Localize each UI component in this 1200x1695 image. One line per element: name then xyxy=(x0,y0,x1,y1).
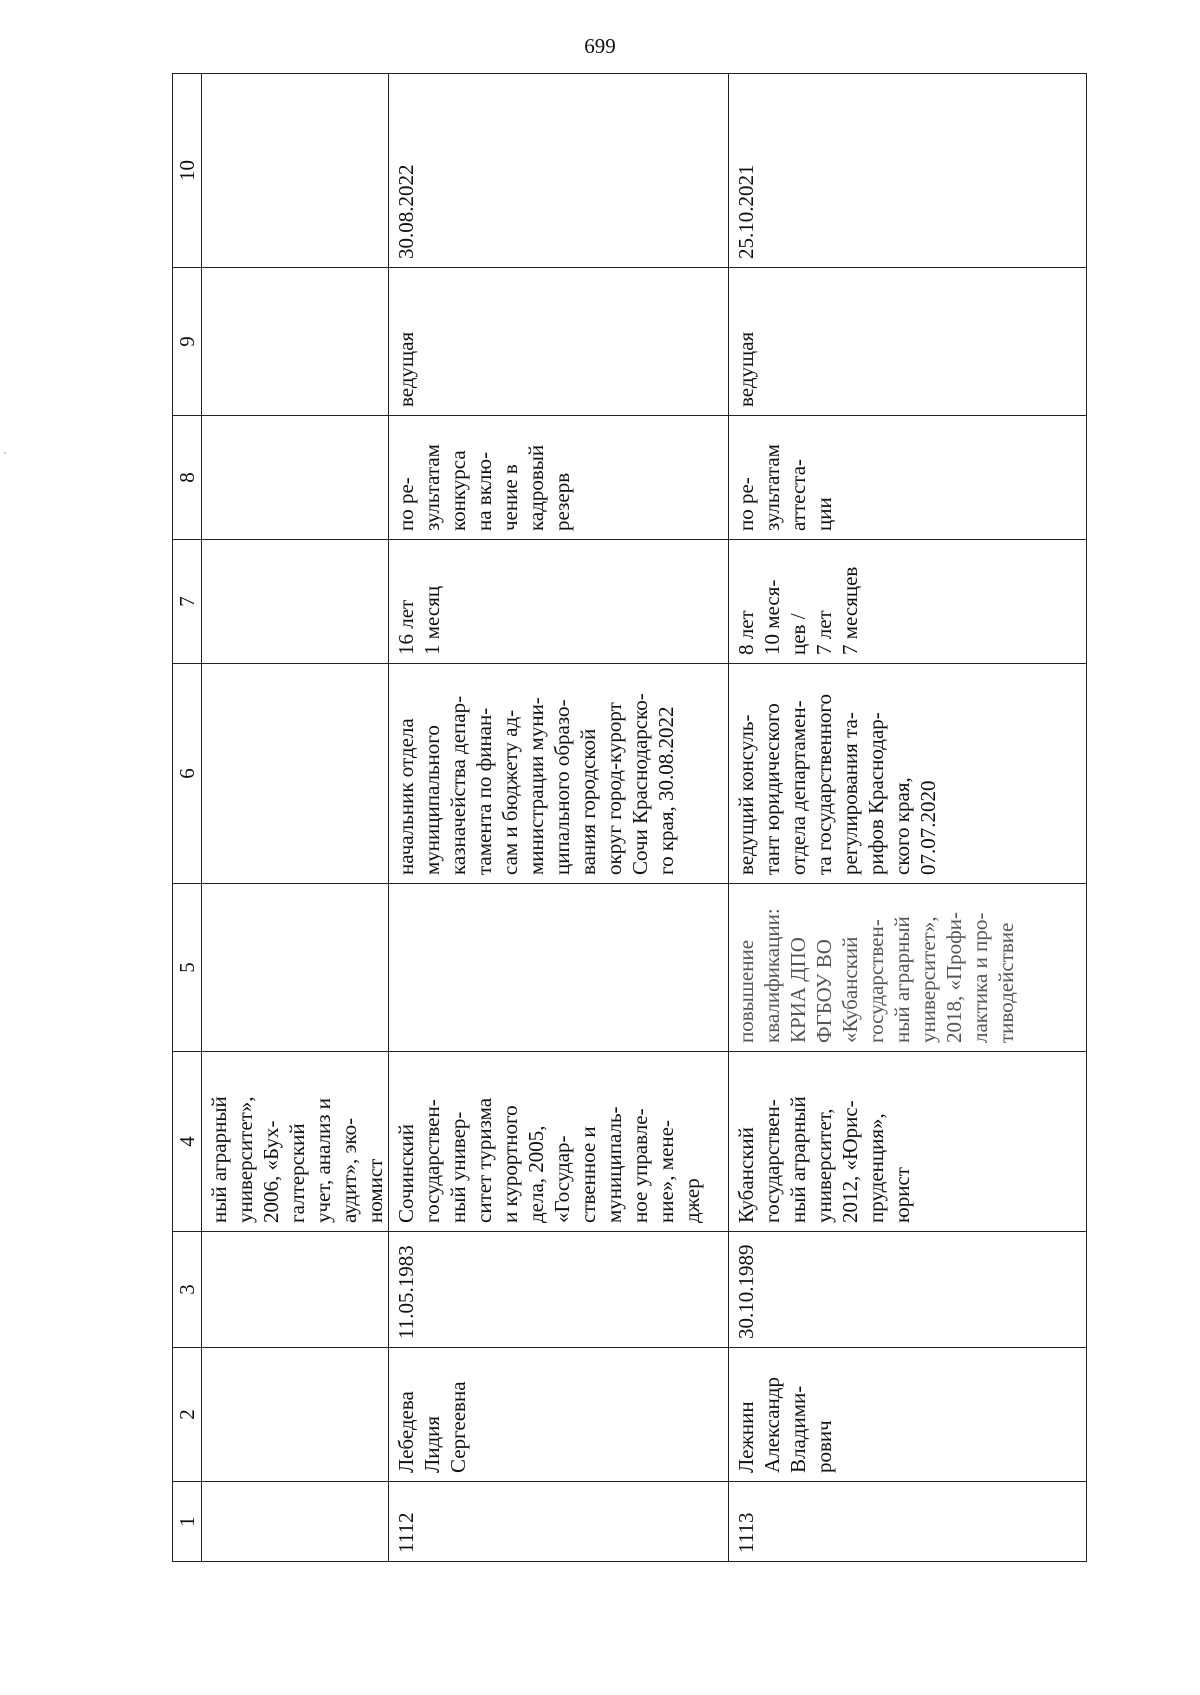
table-row xyxy=(202,74,389,1562)
cell-number: 1113 xyxy=(729,1482,1087,1562)
table-row xyxy=(729,74,1087,1562)
cell-number: 1112 xyxy=(389,1482,729,1562)
cell-qualification xyxy=(202,884,389,1052)
cell-basis: по ре- зультатам аттеста- ции xyxy=(729,416,1087,540)
cell-date: 30.08.2022 xyxy=(389,74,729,268)
column-header: 8 xyxy=(173,416,202,540)
cell-education: ный аграрный университет», 2006, «Бух- галтерский учет, анализ и аудит», эко- номист xyxy=(202,1052,389,1232)
scan-speck xyxy=(4,452,6,454)
cell-experience: 16 лет 1 месяц xyxy=(389,540,729,664)
cell-experience xyxy=(202,540,389,664)
cell-group: ведущая xyxy=(389,268,729,416)
cell-basis xyxy=(202,416,389,540)
cell-name: Лебедева Лидия Сергеевна xyxy=(389,1348,729,1482)
cell-basis: по ре- зультатам конкурса на вклю- чение в кадровый резерв xyxy=(389,416,729,540)
column-header: 1 xyxy=(173,1482,202,1562)
rotated-table-container xyxy=(172,74,1078,1562)
column-header: 6 xyxy=(173,664,202,884)
cell-date xyxy=(202,74,389,268)
cell-birth-date: 11.05.1983 xyxy=(389,1232,729,1348)
cell-education: Сочинский государствен- ный универ- ситет туризма и курортного дела, 2005, «Государ- ственное и муниципаль- ное управле- ние», мене- джер xyxy=(389,1052,729,1232)
column-header: 9 xyxy=(173,268,202,416)
column-header: 7 xyxy=(173,540,202,664)
column-number-row xyxy=(173,74,202,1562)
column-header: 10 xyxy=(173,74,202,268)
column-header: 4 xyxy=(173,1052,202,1232)
cell-group xyxy=(202,268,389,416)
cell-birth-date: 30.10.1989 xyxy=(729,1232,1087,1348)
cell-education: Кубанский государствен- ный аграрный университет, 2012, «Юрис- пруденция», юрист xyxy=(729,1052,1087,1232)
column-header: 3 xyxy=(173,1232,202,1348)
cell-qualification xyxy=(389,884,729,1052)
table-row xyxy=(389,74,729,1562)
cell-birth-date xyxy=(202,1232,389,1348)
column-header: 5 xyxy=(173,884,202,1052)
cell-name xyxy=(202,1348,389,1482)
cell-position: ведущий консуль- тант юридического отдела департамен- та государственного регулирования та- рифов Краснодар- ского края, 07.07.2020 xyxy=(729,664,1087,884)
records-table xyxy=(172,73,1087,1562)
column-header: 2 xyxy=(173,1348,202,1482)
cell-experience: 8 лет 10 меся- цев / 7 лет 7 месяцев xyxy=(729,540,1087,664)
cell-position xyxy=(202,664,389,884)
cell-qualification: повышение квалификации: КРИА ДПО ФГБОУ ВО «Кубанский государствен- ный аграрный университет», 2018, «Профи- лактика и про- тиводействие xyxy=(729,884,1087,1052)
cell-group: ведущая xyxy=(729,268,1087,416)
cell-number xyxy=(202,1482,389,1562)
cell-position: начальник отдела муниципального казначейства депар- тамента по финан- сам и бюджету ад- министрации муни- ципального образо- вания городской округ город-курорт Сочи Краснодарско- го края, 30.08.2022 xyxy=(389,664,729,884)
page-number: 699 xyxy=(584,34,616,58)
cell-date: 25.10.2021 xyxy=(729,74,1087,268)
cell-name: Лежнин Александр Владими- рович xyxy=(729,1348,1087,1482)
